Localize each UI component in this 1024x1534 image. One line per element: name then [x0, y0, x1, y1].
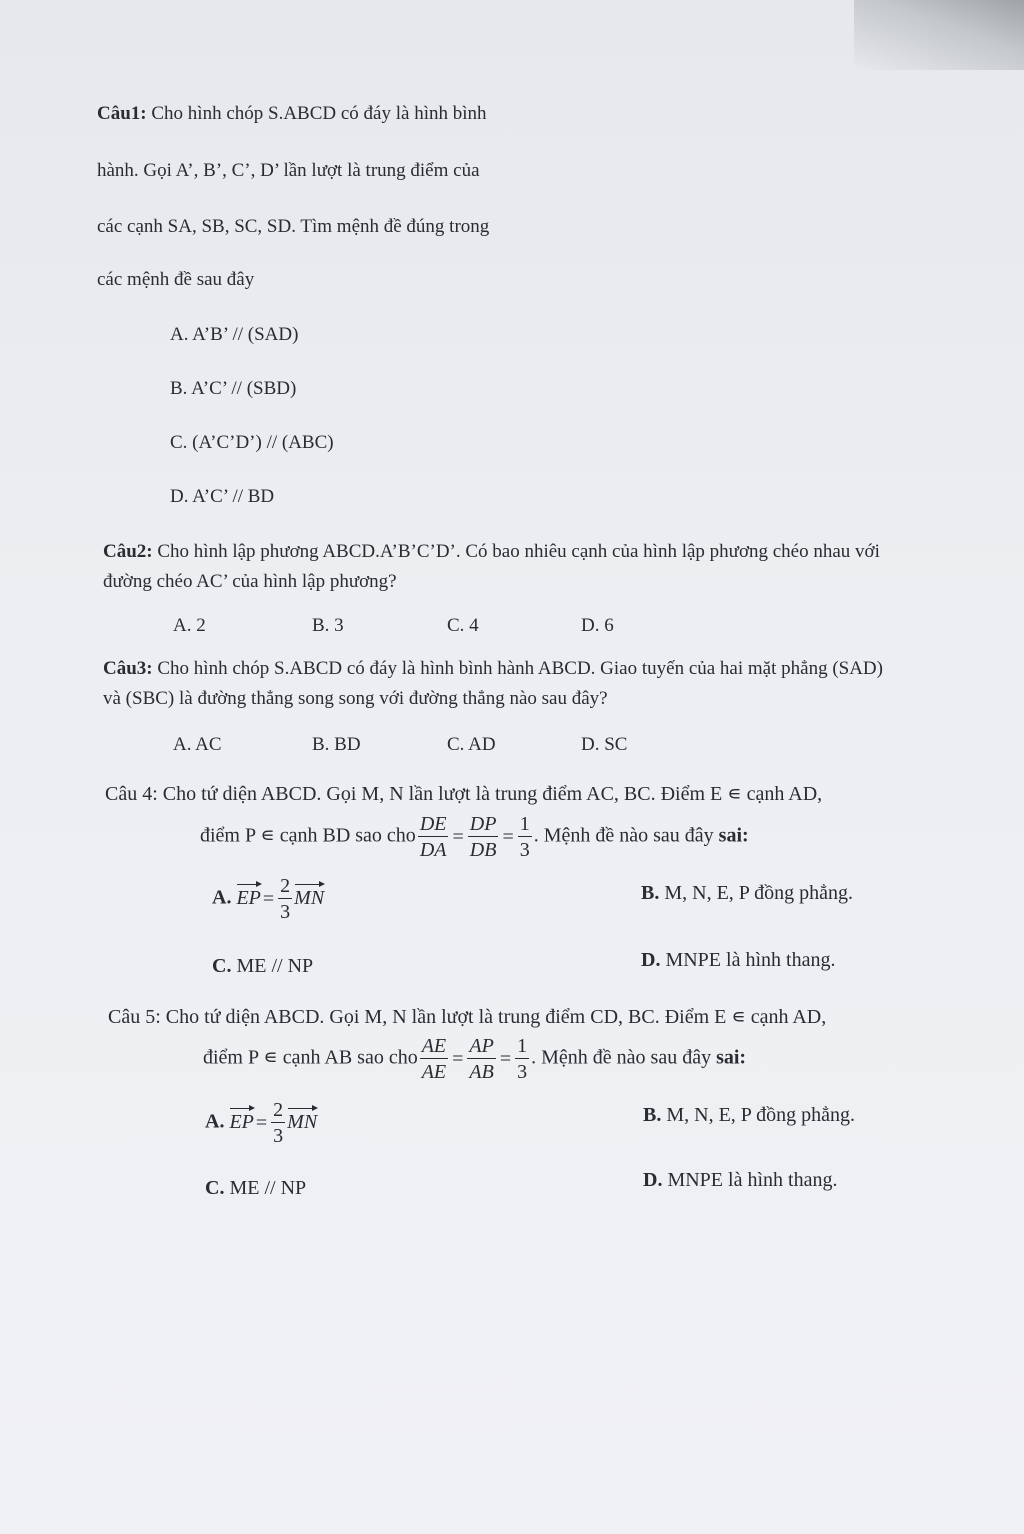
q5-option-c-label: C. [205, 1177, 225, 1199]
q1-option-a: A. A’B’ // (SAD) [170, 324, 299, 345]
q4-option-d-label: D. [641, 949, 661, 971]
q4-option-c [212, 955, 313, 978]
q4-line-2-post: . Mệnh đề nào sau đây [533, 824, 719, 847]
q4-option-d [641, 949, 835, 972]
q4-sai: sai: [718, 824, 749, 847]
q5-option-a [205, 1100, 317, 1146]
q4-option-d-text: MNPE là hình thang. [660, 949, 836, 971]
q2-option-a: A. 2 [173, 615, 206, 636]
q5-f3-num: 1 [517, 1035, 528, 1057]
q2-option-c: C. 4 [447, 615, 479, 636]
q5-fraction-1 [420, 1036, 448, 1082]
q1-option-d: D. A’C’ // BD [170, 486, 275, 507]
q5-option-b-label: B. [643, 1104, 662, 1126]
q5-option-b [643, 1104, 855, 1127]
q4-line-2 [200, 814, 749, 860]
q4-option-c-text: ME // NP [231, 955, 314, 977]
q4-vector-mn: MN [294, 886, 325, 909]
q5-f2-num: AP [469, 1035, 494, 1057]
q4-optA-fraction [278, 876, 292, 922]
background-shadow [854, 0, 1024, 70]
q4-line-2-pre: điểm P ∊ cạnh BD sao cho [200, 824, 416, 847]
q1-option-b: B. A’C’ // (SBD) [170, 378, 297, 399]
q5-optA-fraction [271, 1100, 285, 1146]
q4-f3-den: 3 [519, 839, 530, 861]
q5-option-c [205, 1177, 306, 1200]
q4-line-1: Câu 4: Cho tứ diện ABCD. Gọi M, N lần lượt là trung điểm AC, BC. Điểm E ∊ cạnh AD, [105, 783, 823, 805]
q1-text-1: Cho hình chóp S.ABCD có đáy là hình bình [146, 103, 487, 124]
q5-f1-num: AE [421, 1035, 447, 1057]
q4-optA-num: 2 [280, 875, 291, 897]
q5-optA-den: 3 [273, 1125, 284, 1147]
q4-vector-ep: EP [236, 886, 261, 909]
q2-line-2: đường chéo AC’ của hình lập phương? [103, 571, 397, 592]
q4-optA-equals: = [262, 887, 275, 910]
q4-fraction-2 [468, 814, 499, 860]
q2-option-d: D. 6 [581, 615, 614, 636]
q2-text-1: Cho hình lập phương ABCD.A’B’C’D’. Có bao nhiêu cạnh của hình lập phương chéo nhau với [152, 541, 880, 562]
q5-sai: sai: [716, 1046, 747, 1069]
q5-fraction-2 [467, 1036, 495, 1082]
q2-label: Câu2: [103, 541, 153, 562]
q5-equals-2: = [499, 1047, 512, 1070]
q3-line-2: và (SBC) là đường thẳng song song với đường thẳng nào sau đây? [103, 688, 608, 709]
q4-equals-2: = [502, 825, 514, 848]
q4-fraction-3 [518, 814, 532, 860]
q4-f1-den: DA [419, 839, 447, 861]
q4-option-c-label: C. [212, 955, 232, 977]
q5-option-a-label: A. [205, 1110, 225, 1133]
q4-option-b-label: B. [641, 882, 660, 904]
q5-optA-equals: = [255, 1111, 268, 1134]
q3-option-d: D. SC [581, 734, 628, 755]
q5-line-2 [203, 1036, 746, 1082]
q4-f1-num: DE [419, 813, 447, 835]
q2-line-1 [103, 541, 880, 563]
q5-f3-den: 3 [517, 1061, 528, 1083]
q2-option-b: B. 3 [312, 615, 344, 636]
q4-f2-den: DB [469, 839, 497, 861]
q3-option-b: B. BD [312, 734, 361, 755]
q1-line-2: hành. Gọi A’, B’, C’, D’ lần lượt là trung điểm của [97, 160, 480, 181]
q5-f2-den: AB [469, 1061, 494, 1083]
q1-label: Câu1: [97, 103, 147, 124]
q4-equals-1: = [452, 825, 464, 848]
q4-f3-num: 1 [519, 813, 530, 835]
q5-option-d [643, 1169, 837, 1192]
q1-line-3: các cạnh SA, SB, SC, SD. Tìm mệnh đề đúng trong [97, 216, 490, 237]
q4-f2-num: DP [469, 813, 497, 835]
q3-option-a: A. AC [173, 734, 222, 755]
q4-option-a-label: A. [212, 886, 232, 909]
q4-fraction-1 [418, 814, 449, 860]
q4-option-b [641, 882, 853, 905]
q5-line-2-pre: điểm P ∊ cạnh AB sao cho [203, 1046, 418, 1069]
q5-f1-den: AE [421, 1061, 447, 1083]
q3-option-c: C. AD [447, 734, 496, 755]
q3-line-1 [103, 658, 883, 680]
q3-text-1: Cho hình chóp S.ABCD có đáy là hình bình hành ABCD. Giao tuyến của hai mặt phẳng (SAD) [152, 658, 883, 679]
q5-vector-ep: EP [229, 1110, 254, 1133]
q3-label: Câu3: [103, 658, 153, 679]
q5-option-b-text: M, N, E, P đồng phẳng. [661, 1104, 856, 1126]
q1-option-c: C. (A’C’D’) // (ABC) [170, 432, 334, 453]
q1-line-1 [97, 103, 487, 125]
q1-line-4: các mệnh đề sau đây [97, 269, 255, 290]
q4-option-b-text: M, N, E, P đồng phẳng. [659, 882, 854, 904]
q5-optA-num: 2 [273, 1099, 284, 1121]
q5-equals-1: = [452, 1047, 464, 1070]
q5-fraction-3 [515, 1036, 529, 1082]
q5-option-d-text: MNPE là hình thang. [662, 1169, 838, 1191]
q5-vector-mn: MN [287, 1110, 318, 1133]
q4-option-a [212, 876, 324, 922]
q4-optA-den: 3 [280, 901, 291, 923]
q5-line-1: Câu 5: Cho tứ diện ABCD. Gọi M, N lần lượt là trung điểm CD, BC. Điểm E ∊ cạnh AD, [108, 1006, 827, 1028]
q5-line-2-post: . Mệnh đề nào sau đây [531, 1046, 717, 1069]
q5-option-d-label: D. [643, 1169, 663, 1191]
q5-option-c-text: ME // NP [224, 1177, 307, 1199]
